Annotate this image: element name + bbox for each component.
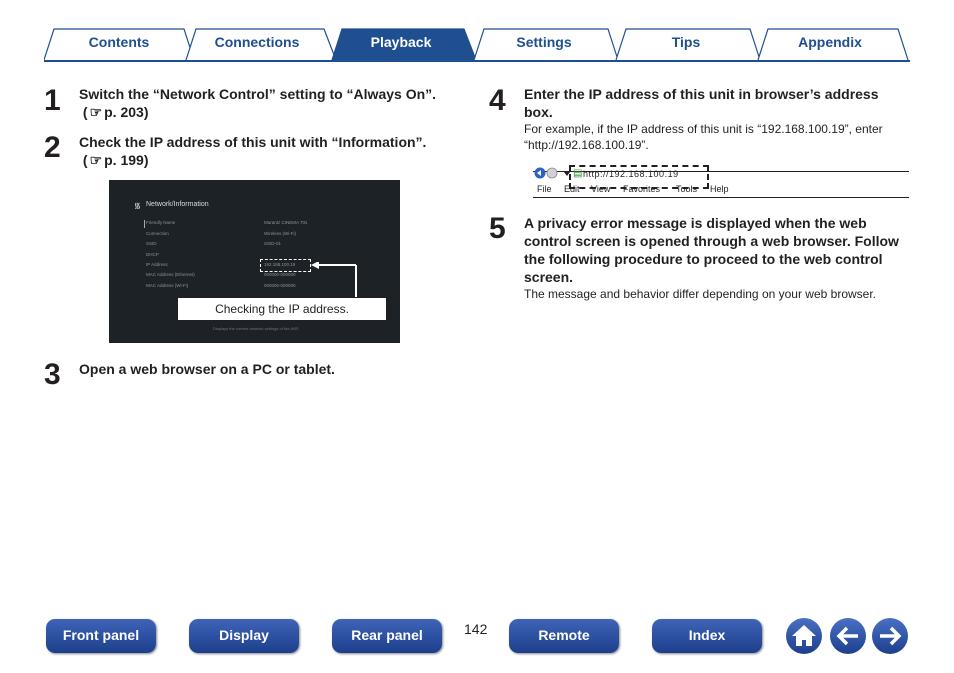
info-label: IP Address bbox=[146, 262, 168, 267]
tab-tips[interactable]: Tips bbox=[671, 34, 701, 50]
browser-toolbar bbox=[533, 164, 909, 198]
step-3-text: Open a web browser on a PC or tablet. bbox=[79, 361, 335, 377]
menu-file[interactable]: File bbox=[537, 184, 552, 194]
ip-highlight-box bbox=[260, 259, 311, 272]
ip-address-value: 192.168.100.19 bbox=[264, 262, 296, 267]
step-2-number: 2 bbox=[44, 131, 61, 164]
step-4-text: Enter the IP address of this unit in browser’s address box. bbox=[524, 86, 879, 120]
address-input[interactable]: http://192.168.100.19 bbox=[583, 169, 679, 179]
forward-button[interactable] bbox=[872, 618, 908, 654]
menu-tools[interactable]: Tools bbox=[676, 184, 698, 194]
step-1-number: 1 bbox=[44, 84, 61, 117]
step-1-instruction: Switch the “Network Control” setting to “Always On”. bbox=[79, 86, 437, 102]
info-value: Wireless (Wi-Fi) bbox=[264, 231, 296, 236]
info-value: 000000-000000 bbox=[264, 272, 296, 277]
tab-appendix[interactable]: Appendix bbox=[798, 34, 862, 50]
info-label: DHCP bbox=[146, 252, 159, 257]
screen-footer: Displays the current network settings of the AVR bbox=[213, 326, 299, 331]
tab-underline bbox=[44, 60, 910, 62]
step-4-number: 4 bbox=[489, 84, 506, 117]
menu-cursor bbox=[144, 220, 145, 228]
back-button[interactable] bbox=[830, 618, 866, 654]
tab-playback[interactable]: Playback bbox=[370, 34, 432, 50]
menu-help[interactable]: Help bbox=[710, 184, 729, 194]
info-value: Marantz CINEMA 70s bbox=[264, 220, 308, 225]
step-4-body: For example, if the IP address of this unit is “192.168.100.19”, enter “http://192.168.100.19”. bbox=[524, 122, 883, 152]
remote-button[interactable]: Remote bbox=[509, 619, 619, 653]
info-value: SSID-01 bbox=[264, 241, 282, 246]
page-icon: ▤ bbox=[573, 168, 583, 179]
tab-contents[interactable]: Contents bbox=[88, 34, 150, 50]
step-3-number: 3 bbox=[44, 358, 61, 391]
screen-title: Network/Information bbox=[146, 201, 209, 208]
info-label: MAC Address (Ethernet) bbox=[146, 272, 195, 277]
tab-connections[interactable]: Connections bbox=[214, 34, 300, 50]
home-icon bbox=[786, 618, 822, 654]
pointing-hand-icon: ☞ bbox=[89, 152, 103, 168]
home-button[interactable] bbox=[786, 618, 822, 654]
step-2-page-ref[interactable]: p. 199 bbox=[104, 152, 144, 168]
wifi-icon: ᯾ bbox=[134, 201, 141, 210]
callout-arrow bbox=[309, 262, 369, 302]
index-button[interactable]: Index bbox=[652, 619, 762, 653]
menu-divider bbox=[533, 197, 909, 198]
ip-callout-label: Checking the IP address. bbox=[177, 297, 387, 321]
step-2-text: Check the IP address of this unit with “Information”. ( ☞ p. 199 ) bbox=[79, 134, 427, 168]
rear-panel-button[interactable]: Rear panel bbox=[332, 619, 442, 653]
arrow-left-icon bbox=[830, 618, 866, 654]
arrow-right-icon bbox=[872, 618, 908, 654]
menu-favorites[interactable]: Favorites bbox=[623, 184, 661, 194]
menu-view[interactable]: View bbox=[591, 184, 611, 194]
step-2-instruction: Check the IP address of this unit with “Information”. bbox=[79, 134, 427, 150]
info-label: Friendly Name bbox=[146, 220, 176, 225]
display-button[interactable]: Display bbox=[189, 619, 299, 653]
tab-settings[interactable]: Settings bbox=[516, 34, 572, 50]
pointing-hand-icon: ☞ bbox=[89, 104, 103, 120]
info-label: Connection bbox=[146, 231, 169, 236]
info-label: SSID bbox=[146, 241, 157, 246]
tab-bar bbox=[44, 26, 910, 62]
info-value: 000000-000000 bbox=[264, 283, 296, 288]
info-label: MAC Address (Wi-Fi) bbox=[146, 283, 189, 288]
step-5-number: 5 bbox=[489, 212, 506, 245]
step-5-text: A privacy error message is displayed when the web control screen is opened through a web browser. Follow the following procedure to proceed to the web control screen. bbox=[524, 215, 899, 285]
step-5-body: The message and behavior differ depending on your web browser. bbox=[524, 287, 877, 301]
page-number: 142 bbox=[464, 621, 488, 637]
back-forward-icon bbox=[534, 166, 572, 180]
step-1-page-ref[interactable]: p. 203 bbox=[104, 104, 144, 120]
menu-edit[interactable]: Edit bbox=[564, 184, 580, 194]
step-1-text: Switch the “Network Control” setting to “Always On”. ( ☞ p. 203 ) bbox=[79, 86, 437, 120]
front-panel-button[interactable]: Front panel bbox=[46, 619, 156, 653]
